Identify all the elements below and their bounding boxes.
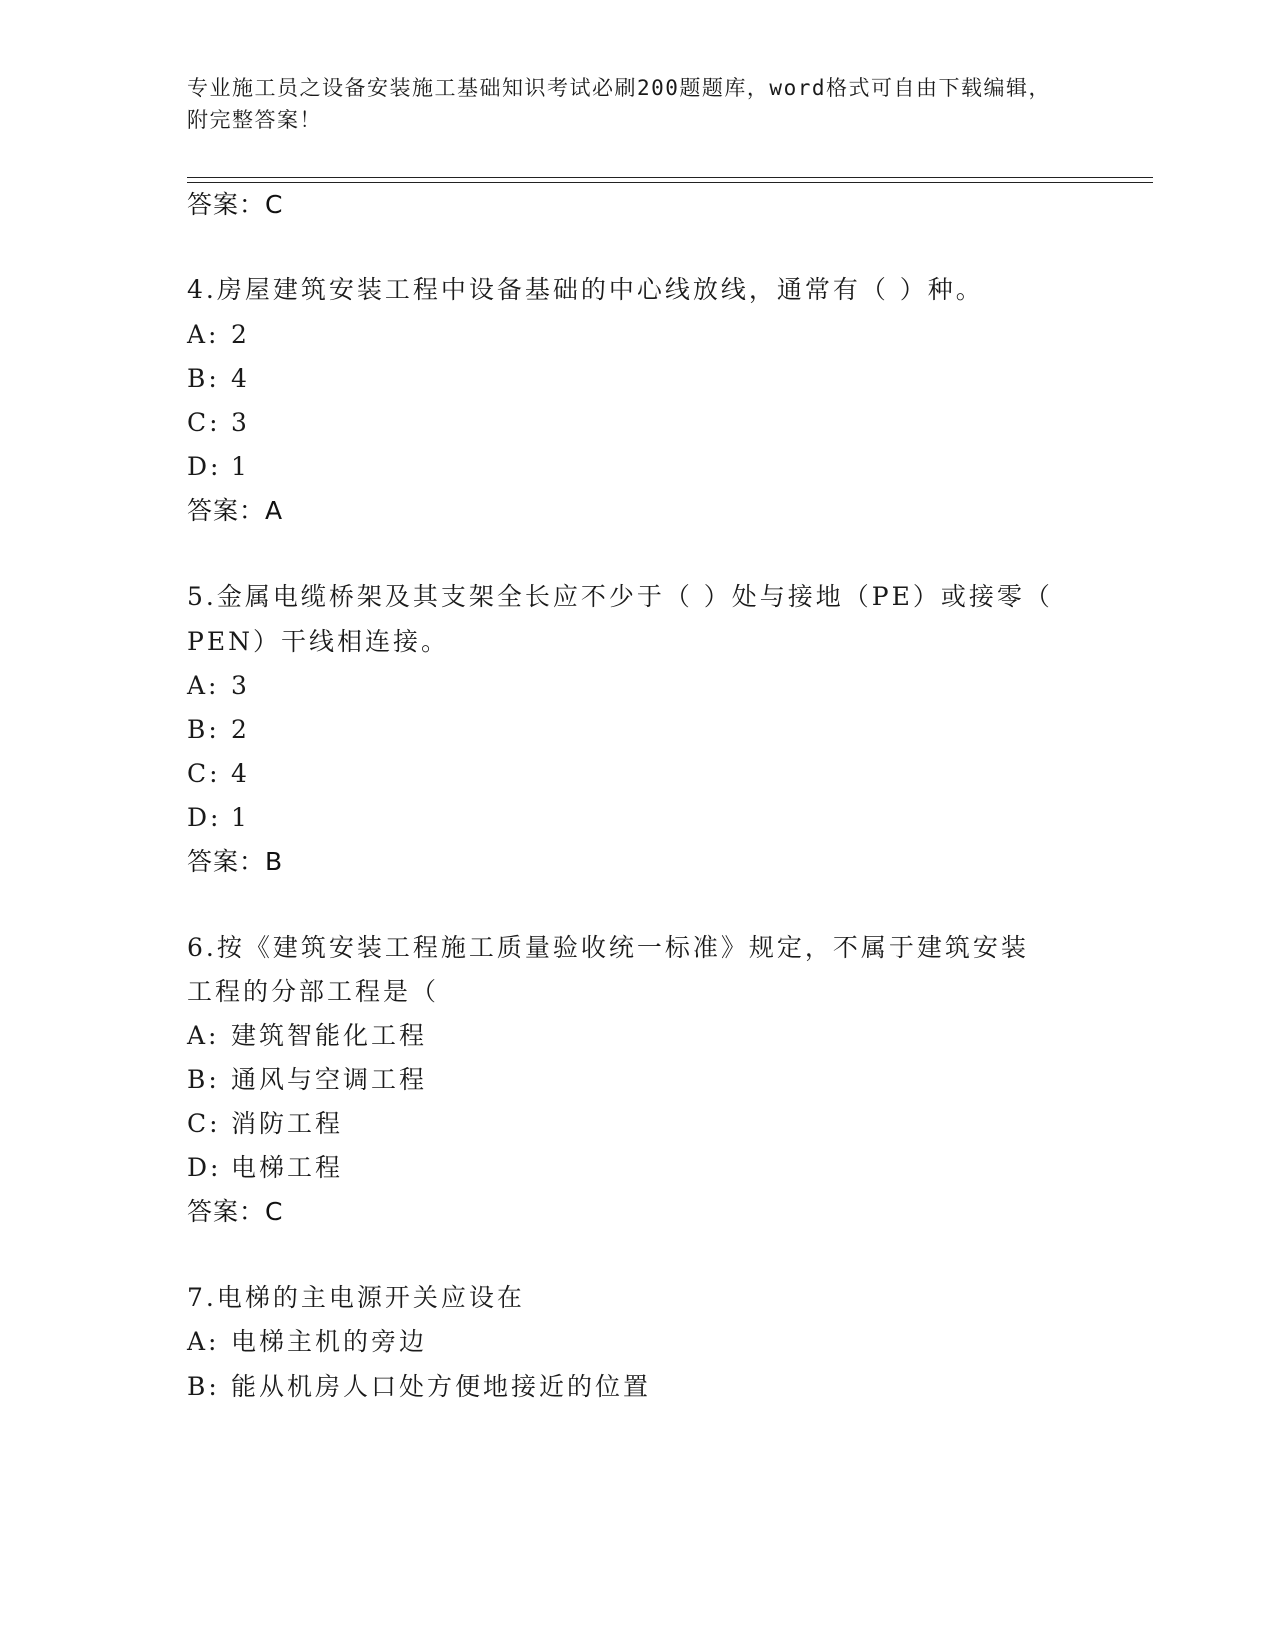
previous-answer: 答案：C: [187, 190, 284, 219]
question-6-answer: 答案：C: [187, 1197, 284, 1226]
option-key: C:: [187, 408, 221, 437]
question-4-option-b: [187, 362, 250, 396]
question-4-option-d: [187, 450, 250, 484]
option-text: 4: [231, 759, 250, 788]
option-key: B:: [187, 364, 220, 393]
question-5-option-b: [187, 713, 250, 747]
question-6-option-a: [187, 1019, 427, 1053]
question-6-option-b: [187, 1063, 427, 1097]
option-key: C:: [187, 1109, 221, 1138]
option-text: 能从机房人口处方便地接近的位置: [231, 1372, 652, 1401]
option-text: 电梯主机的旁边: [231, 1327, 428, 1356]
question-5-text: 5.金属电缆桥架及其支架全长应不少于（ ）处与接地（PE）或接零（: [187, 582, 1053, 611]
question-4-option-a: [187, 318, 250, 352]
option-text: 2: [231, 715, 250, 744]
option-key: B:: [187, 715, 220, 744]
option-key: D:: [187, 452, 222, 481]
option-key: B:: [187, 1372, 220, 1401]
question-6-option-d: [187, 1151, 343, 1185]
question-7-option-a: [187, 1325, 427, 1359]
option-text: 1: [231, 452, 250, 481]
option-key: A:: [187, 320, 220, 349]
question-5-option-d: [187, 801, 250, 835]
question-5-option-c: [187, 757, 250, 791]
question-6-text: 6.按《建筑安装工程施工质量验收统一标准》规定，不属于建筑安装: [187, 933, 1029, 962]
option-key: A:: [187, 1327, 220, 1356]
question-6-option-c: [187, 1107, 343, 1141]
document-header-title: 专业施工员之设备安装施工基础知识考试必刷200题题库，word格式可自由下载编辑，附完整答案！: [187, 76, 1051, 132]
option-text: 3: [231, 408, 250, 437]
option-text: 3: [231, 671, 250, 700]
question-4-answer: 答案：A: [187, 496, 284, 525]
question-5-text-line2: PEN）干线相连接。: [187, 627, 449, 656]
option-text: 4: [231, 364, 250, 393]
header-divider-double: [187, 182, 1153, 183]
option-text: 建筑智能化工程: [231, 1021, 428, 1050]
option-key: A:: [187, 1021, 220, 1050]
option-text: 通风与空调工程: [231, 1065, 428, 1094]
question-5-answer: 答案：B: [187, 847, 284, 876]
option-key: B:: [187, 1065, 220, 1094]
option-key: D:: [187, 803, 222, 832]
question-7-text: 7.电梯的主电源开关应设在: [187, 1283, 525, 1312]
option-key: D:: [187, 1153, 222, 1182]
question-5-option-a: [187, 669, 250, 703]
option-text: 1: [231, 803, 250, 832]
question-4-option-c: [187, 406, 250, 440]
question-4-text: 4.房屋建筑安装工程中设备基础的中心线放线，通常有（ ）种。: [187, 275, 984, 304]
question-6-text-line2: 工程的分部工程是（: [187, 977, 440, 1006]
option-key: C:: [187, 759, 221, 788]
option-text: 消防工程: [231, 1109, 344, 1138]
option-text: 2: [231, 320, 250, 349]
question-7-option-b: [187, 1370, 651, 1404]
header-divider: [187, 177, 1153, 178]
option-text: 电梯工程: [231, 1153, 344, 1182]
option-key: A:: [187, 671, 220, 700]
